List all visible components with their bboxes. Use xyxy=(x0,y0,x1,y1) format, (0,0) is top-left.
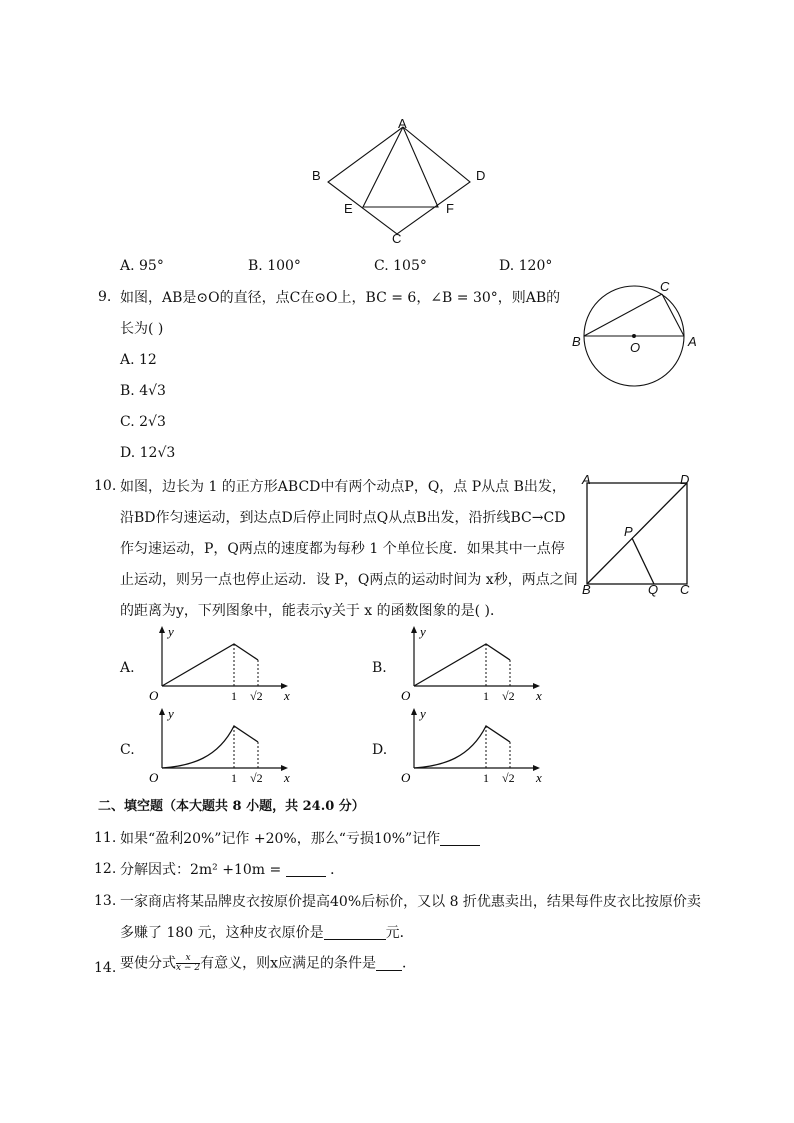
q13-number: 13. xyxy=(94,893,117,909)
q10-stem-line5: 的距离为y，下列图象中，能表示y关于 x 的函数图象的是( )． xyxy=(120,603,504,619)
function-curve xyxy=(414,644,510,686)
function-curve xyxy=(162,644,258,686)
q8-option-b[interactable] xyxy=(248,258,301,274)
q10-stem-line3: 作匀速运动，P，Q两点的速度都为每秒 1 个单位长度．如果其中一点停 xyxy=(120,541,565,557)
q8-label-b: B xyxy=(312,168,321,183)
q10-graph-option-a[interactable] xyxy=(120,624,290,702)
q14-stem xyxy=(120,954,416,982)
q10-label-c: C xyxy=(680,582,690,597)
q8-option-a[interactable] xyxy=(120,258,164,274)
q10-label-q: Q xyxy=(648,582,659,597)
q10-stem-line1: 如图，边长为 1 的正方形ABCD中有两个动点P，Q，点 P从点 B出发， xyxy=(120,479,566,495)
q9-stem-line1: 如图，AB是⊙O的直径，点C在⊙O上，BC = 6，∠B = 30°，则AB的 xyxy=(120,290,561,306)
q14-text: 要使分式 xyxy=(120,955,176,972)
q10-number: 10. xyxy=(94,478,117,494)
q10-square-figure xyxy=(584,480,694,590)
q10-label-b: B xyxy=(582,582,591,597)
q11-stem xyxy=(120,830,480,848)
q8-label-a: A xyxy=(398,116,407,131)
q9-option-d[interactable] xyxy=(120,445,175,461)
option-text: 105° xyxy=(393,258,427,274)
y-axis-label: y xyxy=(168,624,174,639)
q9-label-a: A xyxy=(688,334,697,349)
q14-tail: ． xyxy=(401,955,416,972)
q9-circle-figure xyxy=(580,280,692,392)
option-letter: D. xyxy=(499,258,515,274)
tick-label-1: 1 xyxy=(483,689,489,702)
x-axis-label: x xyxy=(536,688,542,702)
tick-label-sqrt2: √2 xyxy=(250,689,263,702)
q12-answer-blank[interactable] xyxy=(286,862,326,877)
option-letter: D. xyxy=(120,445,136,461)
q10-label-a: A xyxy=(582,472,591,487)
option-letter: B. xyxy=(372,660,387,676)
y-axis-arrow xyxy=(159,708,165,715)
y-axis-label: y xyxy=(420,706,426,721)
q9-label-b: B xyxy=(572,334,581,349)
tick-label-1: 1 xyxy=(231,771,237,784)
option-text: 4√3 xyxy=(139,383,166,399)
q9-option-b[interactable] xyxy=(120,383,166,399)
option-text: 2√3 xyxy=(139,414,166,430)
y-axis-arrow xyxy=(411,626,417,633)
option-text: 12√3 xyxy=(139,445,176,461)
q8-label-c: C xyxy=(392,231,402,246)
q9-option-c[interactable] xyxy=(120,414,166,430)
option-letter: B. xyxy=(248,258,263,274)
q13-text: 多赚了 180 元，这种皮衣原价是 xyxy=(120,925,324,941)
tick-label-1: 1 xyxy=(483,771,489,784)
option-letter: B. xyxy=(120,383,135,399)
option-letter: C. xyxy=(120,742,135,758)
q9-option-a[interactable] xyxy=(120,352,157,368)
q9-label-o: O xyxy=(630,340,641,355)
y-axis-label: y xyxy=(420,624,426,639)
q12-number: 12. xyxy=(94,861,117,877)
option-letter: C. xyxy=(120,414,135,430)
origin-label: O xyxy=(401,770,411,784)
q10-stem-line4: 止运动，则另一点也停止运动．设 P，Q两点的运动时间为 x秒，两点之间 xyxy=(120,572,578,588)
origin-label: O xyxy=(149,770,159,784)
function-curve xyxy=(414,726,510,768)
q8-option-d[interactable] xyxy=(499,258,552,274)
tick-label-sqrt2: √2 xyxy=(502,771,515,784)
option-text: 12 xyxy=(139,352,157,368)
q10-graph-option-c[interactable] xyxy=(120,706,290,784)
option-text: 95° xyxy=(139,258,164,274)
q9-number: 9. xyxy=(98,289,112,305)
q8-figure xyxy=(308,112,494,248)
section-title: 二、填空题（本大题共 8 小题，共 24.0 分） xyxy=(98,799,365,814)
q9-label-c: C xyxy=(660,279,670,294)
q11-answer-blank[interactable] xyxy=(440,831,480,846)
option-text: 120° xyxy=(518,258,553,274)
q14-answer-blank[interactable] xyxy=(376,956,402,971)
graph-b-plot xyxy=(398,624,546,702)
option-letter: C. xyxy=(374,258,389,274)
option-text: 100° xyxy=(267,258,301,274)
q14-fraction xyxy=(176,954,200,973)
q9-stem-line2: 长为( ) xyxy=(120,321,164,337)
q8-label-e: E xyxy=(344,201,353,216)
q10-label-d: D xyxy=(680,472,690,487)
q10-graph-option-b[interactable] xyxy=(372,624,542,702)
q14-number: 14. xyxy=(94,960,117,976)
q11-number: 11. xyxy=(94,830,117,846)
q13-stem-line1: 一家商店将某品牌皮衣按原价提高40%后标价，又以 8 折优惠卖出，结果每件皮衣比按原价卖 xyxy=(120,894,701,910)
origin-label: O xyxy=(149,688,159,702)
q10-graph-option-d[interactable] xyxy=(372,706,542,784)
fraction-denominator: x − 2 xyxy=(176,963,201,973)
q12-text: 分解因式：2m² +10m = xyxy=(120,862,282,878)
graph-d-plot xyxy=(398,706,546,784)
tick-label-1: 1 xyxy=(231,689,237,702)
tick-label-sqrt2: √2 xyxy=(502,689,515,702)
y-axis-label: y xyxy=(168,706,174,721)
q13-tail: 元． xyxy=(385,925,414,941)
q12-stem xyxy=(120,861,344,879)
q8-label-f: F xyxy=(446,201,454,216)
q8-label-d: D xyxy=(476,168,486,183)
q8-option-c[interactable] xyxy=(374,258,427,274)
graph-a-plot xyxy=(146,624,294,702)
y-axis-arrow xyxy=(411,708,417,715)
origin-label: O xyxy=(401,688,411,702)
option-letter: D. xyxy=(372,742,388,758)
q13-stem-line2 xyxy=(120,924,414,942)
x-axis-label: x xyxy=(536,770,542,784)
tick-label-sqrt2: √2 xyxy=(250,771,263,784)
graph-c-plot xyxy=(146,706,294,784)
y-axis-arrow xyxy=(159,626,165,633)
q13-answer-blank[interactable] xyxy=(324,925,386,940)
option-letter: A. xyxy=(120,352,135,368)
x-axis-label: x xyxy=(284,688,290,702)
option-letter: A. xyxy=(120,258,135,274)
function-curve xyxy=(162,726,258,768)
fraction-numerator: x xyxy=(176,954,200,964)
q12-tail: ． xyxy=(330,862,345,878)
option-letter: A. xyxy=(120,660,135,676)
q10-label-p: P xyxy=(624,524,633,539)
x-axis-label: x xyxy=(284,770,290,784)
q11-text: 如果“盈利20%”记作 +20%，那么“亏损10%”记作 xyxy=(120,831,441,847)
q10-stem-line2: 沿BD作匀速运动，到达点D后停止同时点Q从点B出发，沿折线BC→CD xyxy=(120,510,566,526)
q14-text-2: 有意义，则x应满足的条件是 xyxy=(200,955,376,972)
